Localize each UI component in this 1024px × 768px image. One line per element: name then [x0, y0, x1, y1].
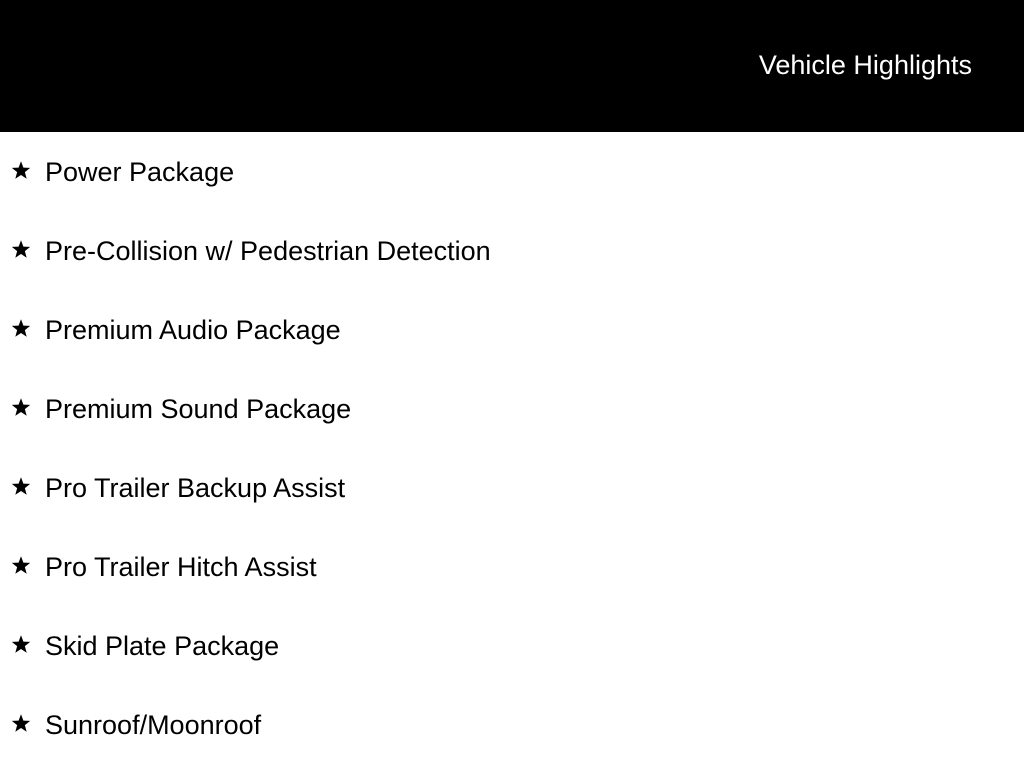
- highlight-label: Premium Audio Package: [45, 315, 341, 345]
- star-icon: [10, 712, 32, 734]
- highlight-label: Premium Sound Package: [45, 394, 352, 424]
- list-item: [0, 211, 1024, 290]
- highlight-label: Sunroof/Moonroof: [45, 710, 262, 740]
- highlight-label: Pro Trailer Hitch Assist: [45, 552, 317, 582]
- star-icon: [10, 317, 32, 339]
- list-item: [0, 132, 1024, 211]
- header-bar: [0, 0, 1024, 132]
- page-title: Vehicle Highlights: [758, 50, 972, 80]
- highlight-label: Pre-Collision w/ Pedestrian Detection: [45, 236, 491, 266]
- list-item: [0, 448, 1024, 527]
- highlight-label: Power Package: [45, 157, 235, 187]
- list-item: [0, 527, 1024, 606]
- star-icon: [10, 238, 32, 260]
- highlight-label: Skid Plate Package: [45, 631, 280, 661]
- list-item: [0, 606, 1024, 685]
- star-icon: [10, 475, 32, 497]
- list-item: [0, 685, 1024, 764]
- star-icon: [10, 396, 32, 418]
- star-icon: [10, 159, 32, 181]
- star-icon: [10, 633, 32, 655]
- list-item: [0, 290, 1024, 369]
- star-icon: [10, 554, 32, 576]
- highlights-list: [0, 132, 1024, 764]
- list-item: [0, 369, 1024, 448]
- highlight-label: Pro Trailer Backup Assist: [45, 473, 346, 503]
